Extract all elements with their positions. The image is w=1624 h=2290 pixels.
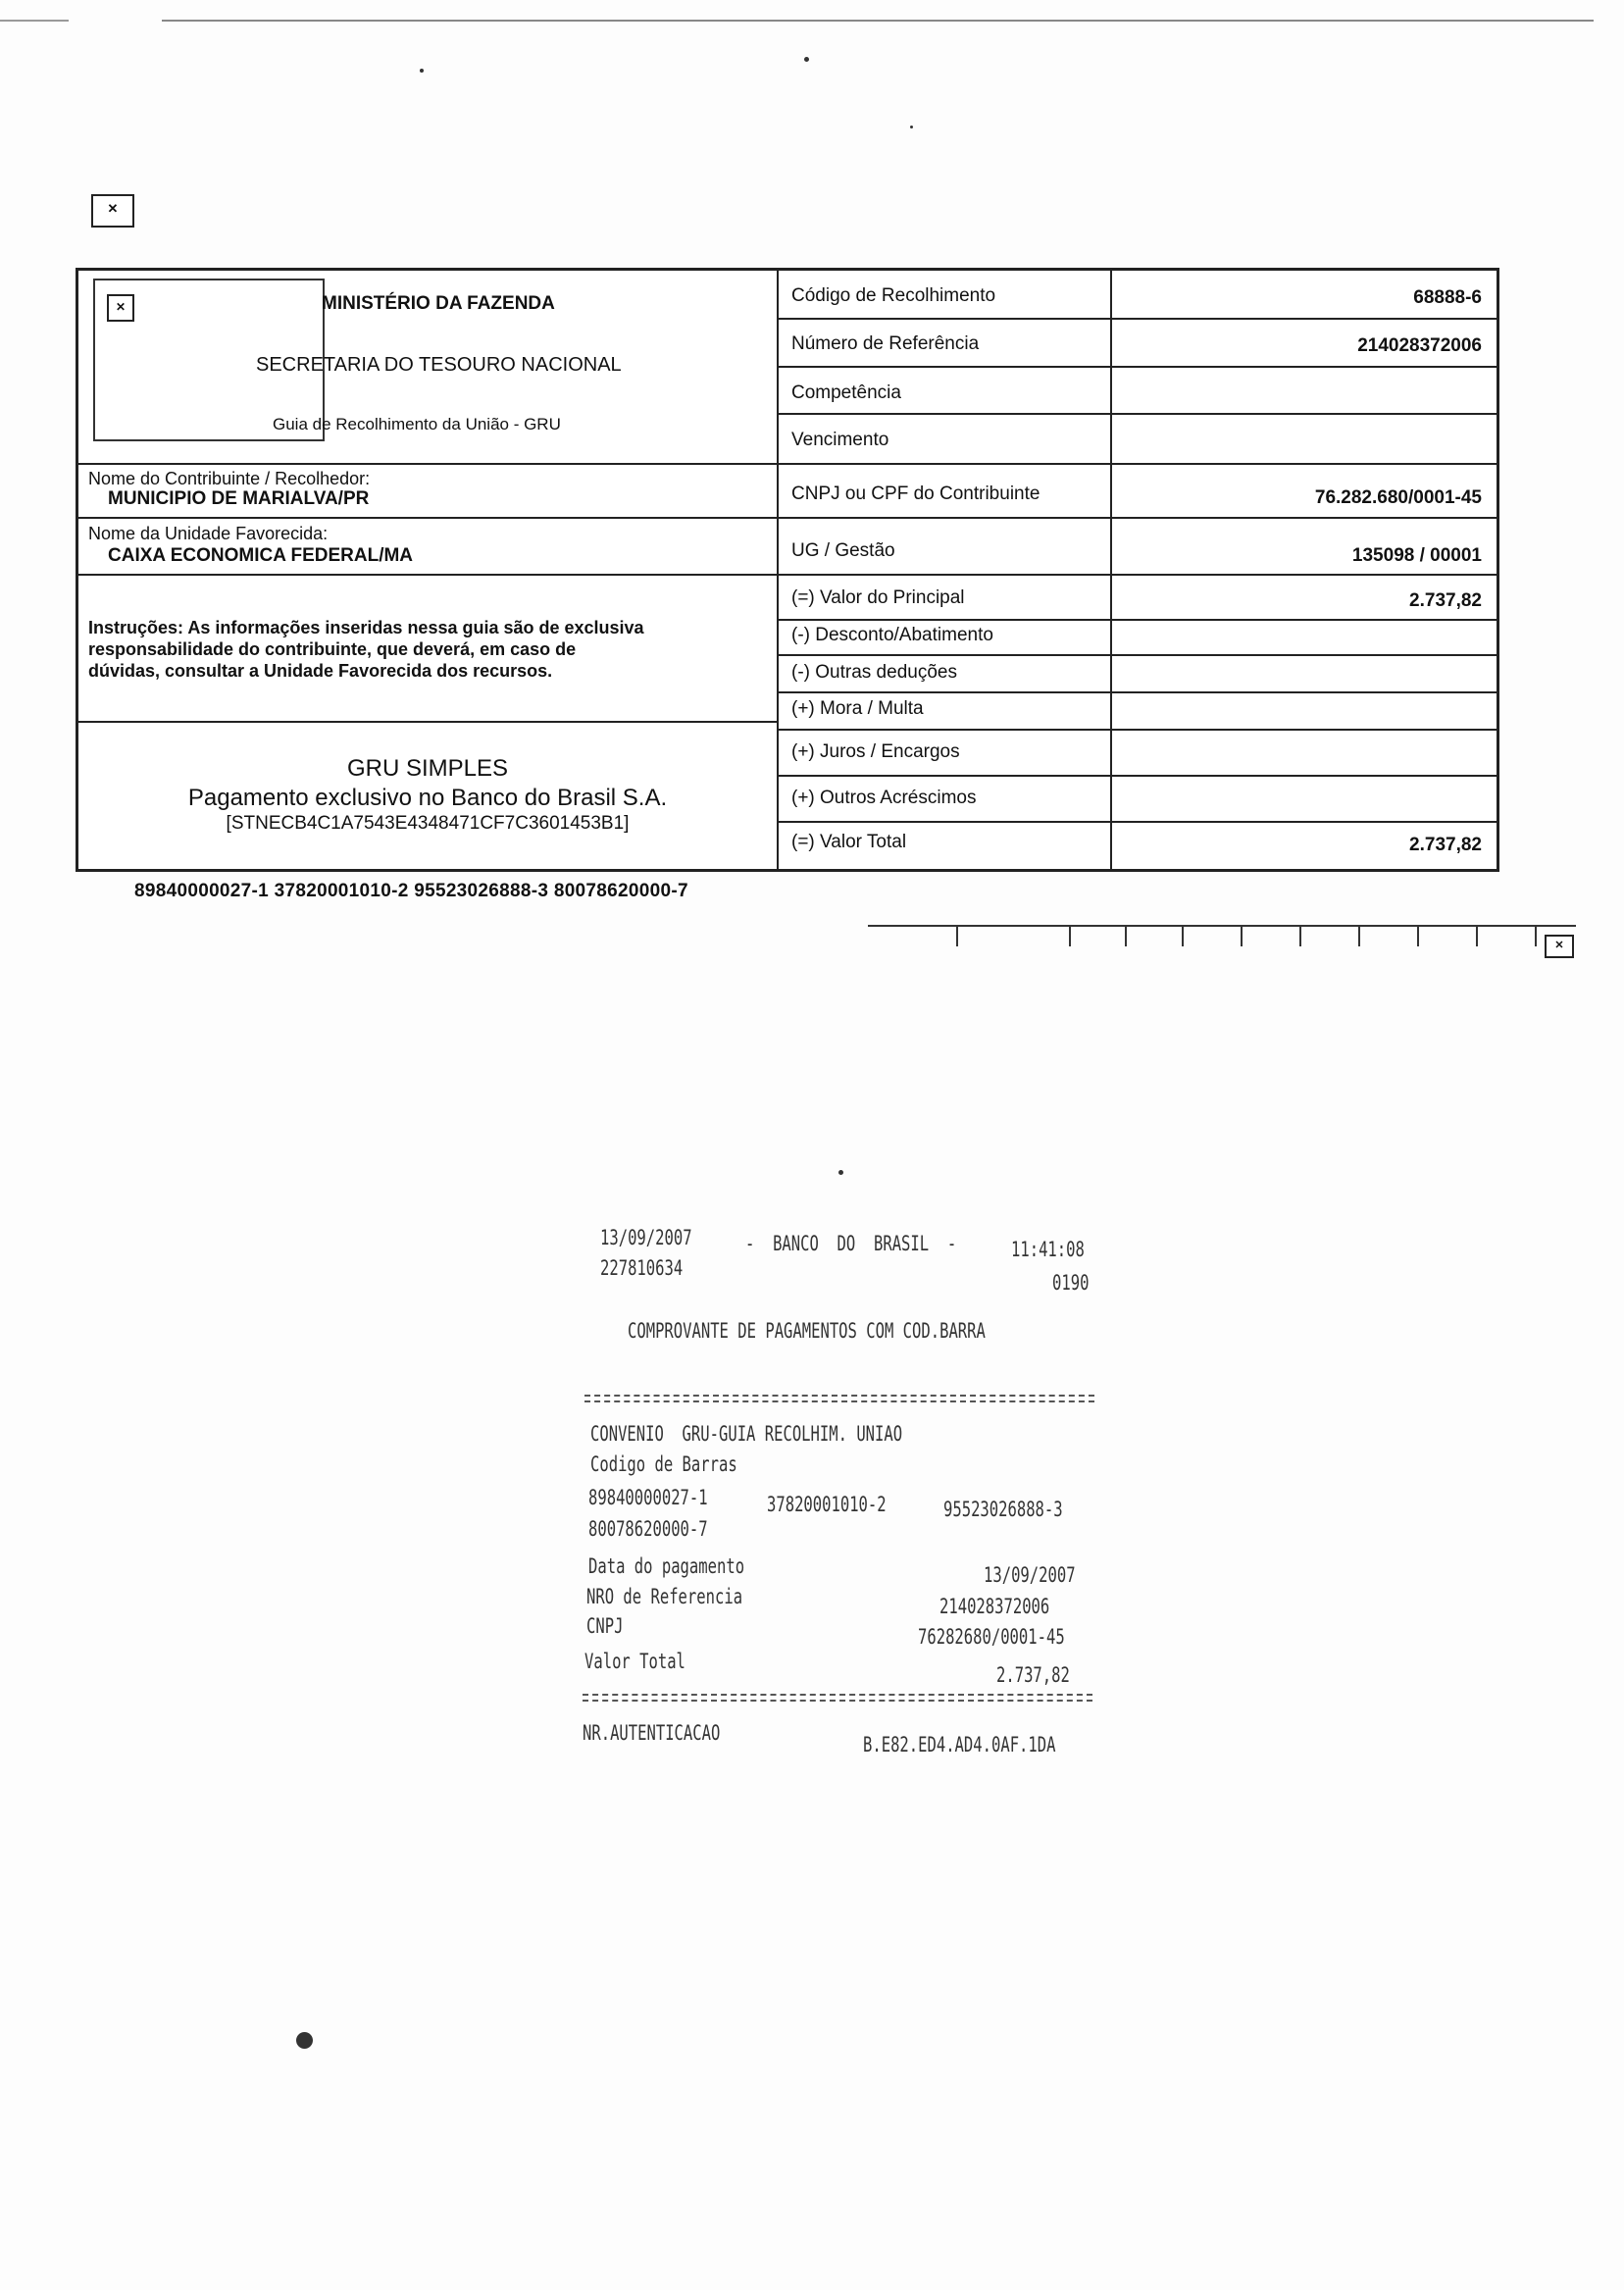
box-edge — [1417, 927, 1419, 946]
instructions-line: Instruções: As informações inseridas nessa guia são de exclusiva — [88, 618, 644, 637]
receipt-auth: B.E82.ED4.AD4.0AF.1DA — [863, 1733, 1056, 1756]
field-value-total: 2.737,82 — [1409, 835, 1482, 855]
box-edge — [1182, 927, 1184, 946]
row-divider — [777, 517, 1497, 519]
box-edge — [1299, 927, 1301, 946]
secretariat-title: SECRETARIA DO TESOURO NACIONAL — [256, 354, 622, 376]
field-value-ug: 135098 / 00001 — [1351, 545, 1482, 566]
row-divider — [78, 721, 777, 723]
barcode-digit-line: 89840000027-1 37820001010-2 95523026888-3 80078620000-7 — [134, 881, 688, 901]
row-divider — [78, 517, 777, 519]
receipt-barcode-part: 95523026888-3 — [943, 1498, 1063, 1521]
receipt-date: 13/09/2007 — [600, 1226, 692, 1249]
unit-value: CAIXA ECONOMICA FEDERAL/MA — [108, 545, 414, 566]
box-edge — [1241, 927, 1243, 946]
scan-speck — [838, 1170, 843, 1175]
field-label-ug: UG / Gestão — [791, 540, 895, 561]
field-label-cnpj: CNPJ ou CPF do Contribuinte — [791, 483, 1040, 504]
field-label-total: (=) Valor Total — [791, 832, 907, 852]
row-divider — [777, 691, 1497, 693]
contributor-value: MUNICIPIO DE MARIALVA/PR — [108, 488, 370, 509]
row-divider — [777, 821, 1497, 823]
row-divider — [777, 654, 1497, 656]
receipt-barcode-part: 37820001010-2 — [767, 1493, 887, 1516]
receipt-total-label: Valor Total — [584, 1650, 685, 1673]
box-edge — [1125, 927, 1127, 946]
unit-label: Nome da Unidade Favorecida: — [88, 524, 329, 543]
field-label-principal: (=) Valor do Principal — [791, 587, 965, 608]
receipt-total: 2.737,82 — [996, 1663, 1070, 1687]
receipt-id: 227810634 — [600, 1256, 684, 1280]
ministry-title: MINISTÉRIO DA FAZENDA — [322, 293, 555, 314]
receipt-ref-label: NRO de Referencia — [586, 1585, 743, 1608]
column-divider — [1110, 271, 1112, 869]
guide-title: Guia de Recolhimento da União - GRU — [273, 415, 561, 433]
receipt-title: COMPROVANTE DE PAGAMENTOS COM COD.BARRA — [628, 1319, 986, 1343]
row-divider — [777, 413, 1497, 415]
scan-speck — [910, 126, 913, 128]
box-edge — [1535, 927, 1537, 946]
field-label-competencia: Competência — [791, 382, 901, 403]
box-edge — [956, 927, 958, 946]
receipt-auth-label: NR.AUTENTICACAO — [583, 1721, 721, 1745]
receipt-terminal: 0190 — [1052, 1271, 1090, 1295]
receipt-barcode-label: Codigo de Barras — [590, 1452, 737, 1476]
field-value-cnpj: 76.282.680/0001-45 — [1314, 487, 1482, 508]
scan-speck — [296, 2032, 313, 2049]
gru-simples-title: GRU SIMPLES — [346, 755, 509, 782]
box-edge — [1476, 927, 1478, 946]
receipt-convenio: CONVENIO GRU-GUIA RECOLHIM. UNIAO — [590, 1422, 903, 1446]
row-divider — [777, 463, 1497, 465]
field-label-deducoes: (-) Outras deduções — [791, 662, 957, 683]
box-edge — [1069, 927, 1071, 946]
receipt-payment-date: 13/09/2007 — [984, 1563, 1076, 1587]
contributor-label: Nome do Contribuinte / Recolhedor: — [88, 469, 371, 488]
field-label-referencia: Número de Referência — [791, 333, 980, 354]
field-label-codigo: Código de Recolhimento — [791, 285, 996, 306]
receipt-bank: - BANCO DO BRASIL - — [745, 1232, 957, 1255]
field-label-vencimento: Vencimento — [791, 430, 889, 450]
field-label-juros: (+) Juros / Encargos — [791, 741, 960, 762]
scan-edge-boxes — [868, 925, 1576, 956]
broken-image-icon: ✕ — [91, 194, 134, 228]
gru-subtitle: Pagamento exclusivo no Banco do Brasil S.A. — [187, 785, 668, 811]
instructions-line: dúvidas, consultar a Unidade Favorecida dos recursos. — [88, 661, 553, 681]
receipt-cnpj-label: CNPJ — [586, 1614, 624, 1638]
receipt-ref: 214028372006 — [939, 1595, 1050, 1618]
row-divider — [777, 619, 1497, 621]
row-divider — [777, 574, 1497, 576]
receipt-separator — [583, 1694, 1092, 1702]
scan-speck — [804, 57, 809, 62]
receipt-cnpj: 76282680/0001-45 — [918, 1625, 1065, 1649]
broken-image-icon: ✕ — [107, 294, 134, 322]
gru-code: [STNECB4C1A7543E4348471CF7C3601453B1] — [226, 813, 630, 834]
box-edge — [1358, 927, 1360, 946]
row-divider — [777, 729, 1497, 731]
field-label-desconto: (-) Desconto/Abatimento — [791, 625, 993, 645]
field-value-referencia: 214028372006 — [1357, 335, 1482, 356]
instructions-line: responsabilidade do contribuinte, que deverá, em caso de — [88, 639, 577, 659]
field-value-codigo: 68888-6 — [1413, 287, 1482, 308]
field-label-acrescimos: (+) Outros Acréscimos — [791, 788, 977, 808]
receipt-separator — [584, 1395, 1094, 1402]
row-divider — [777, 366, 1497, 368]
row-divider — [777, 775, 1497, 777]
field-label-mora: (+) Mora / Multa — [791, 698, 924, 719]
receipt-barcode-part: 89840000027-1 — [588, 1486, 708, 1509]
row-divider — [777, 318, 1497, 320]
scan-edge-line — [0, 20, 69, 22]
row-divider — [78, 463, 777, 465]
receipt-time: 11:41:08 — [1011, 1238, 1085, 1261]
column-divider — [777, 271, 779, 869]
field-value-principal: 2.737,82 — [1409, 590, 1482, 611]
receipt-payment-date-label: Data do pagamento — [588, 1554, 745, 1578]
scan-edge-line — [162, 20, 1594, 22]
gru-form — [76, 268, 1499, 872]
receipt-barcode-part: 80078620000-7 — [588, 1517, 708, 1541]
scan-speck — [420, 69, 424, 73]
row-divider — [78, 574, 777, 576]
broken-image-icon: ✕ — [1545, 935, 1574, 958]
